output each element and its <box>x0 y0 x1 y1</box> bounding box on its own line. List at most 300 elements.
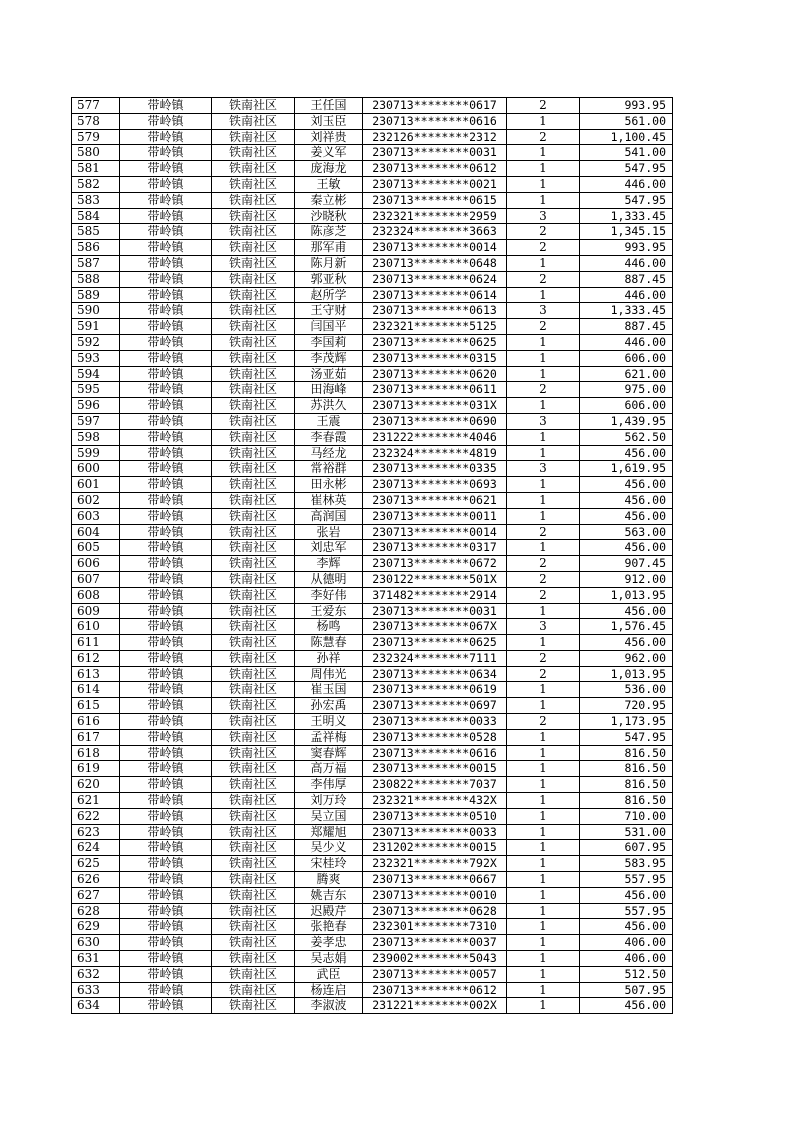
amount-cell: 456.00 <box>580 919 673 935</box>
row-number-cell: 625 <box>72 856 120 872</box>
town-cell: 带岭镇 <box>120 445 212 461</box>
id-number-cell: 230713********0648 <box>363 255 507 271</box>
community-cell: 铁南社区 <box>212 745 295 761</box>
table-row <box>72 698 673 714</box>
amount-cell: 1,013.95 <box>580 666 673 682</box>
row-number-cell: 602 <box>72 492 120 508</box>
row-number-cell: 599 <box>72 445 120 461</box>
table-row <box>72 271 673 287</box>
table-row <box>72 334 673 350</box>
community-cell: 铁南社区 <box>212 255 295 271</box>
person-name-cell: 窦春辉 <box>295 745 363 761</box>
id-number-cell: 230713********0510 <box>363 808 507 824</box>
amount-cell: 446.00 <box>580 287 673 303</box>
table-row <box>72 998 673 1014</box>
community-cell: 铁南社区 <box>212 966 295 982</box>
id-number-cell: 230713********0612 <box>363 161 507 177</box>
table-row <box>72 224 673 240</box>
amount-cell: 887.45 <box>580 271 673 287</box>
household-count-cell: 1 <box>507 350 580 366</box>
town-cell: 带岭镇 <box>120 429 212 445</box>
table-row <box>72 793 673 809</box>
table-row <box>72 982 673 998</box>
household-count-cell: 1 <box>507 872 580 888</box>
amount-cell: 1,333.45 <box>580 208 673 224</box>
table-row <box>72 966 673 982</box>
person-name-cell: 王敏 <box>295 176 363 192</box>
person-name-cell: 崔玉国 <box>295 682 363 698</box>
person-name-cell: 王爱东 <box>295 603 363 619</box>
table-row <box>72 682 673 698</box>
person-name-cell: 庞海龙 <box>295 161 363 177</box>
household-count-cell: 1 <box>507 682 580 698</box>
community-cell: 铁南社区 <box>212 872 295 888</box>
id-number-cell: 232321********5125 <box>363 319 507 335</box>
row-number-cell: 580 <box>72 145 120 161</box>
town-cell: 带岭镇 <box>120 161 212 177</box>
household-count-cell: 2 <box>507 714 580 730</box>
id-number-cell: 230713********0621 <box>363 492 507 508</box>
person-name-cell: 秦立彬 <box>295 192 363 208</box>
person-name-cell: 李淑波 <box>295 998 363 1014</box>
data-table <box>71 97 673 1014</box>
person-name-cell: 姚吉东 <box>295 887 363 903</box>
person-name-cell: 刘忠军 <box>295 540 363 556</box>
table-row <box>72 129 673 145</box>
person-name-cell: 刘玉臣 <box>295 113 363 129</box>
community-cell: 铁南社区 <box>212 729 295 745</box>
household-count-cell: 2 <box>507 319 580 335</box>
town-cell: 带岭镇 <box>120 98 212 114</box>
household-count-cell: 1 <box>507 145 580 161</box>
community-cell: 铁南社区 <box>212 982 295 998</box>
row-number-cell: 605 <box>72 540 120 556</box>
town-cell: 带岭镇 <box>120 856 212 872</box>
town-cell: 带岭镇 <box>120 824 212 840</box>
table-row <box>72 176 673 192</box>
person-name-cell: 田海峰 <box>295 382 363 398</box>
amount-cell: 1,439.95 <box>580 413 673 429</box>
household-count-cell: 1 <box>507 966 580 982</box>
row-number-cell: 626 <box>72 872 120 888</box>
row-number-cell: 618 <box>72 745 120 761</box>
town-cell: 带岭镇 <box>120 951 212 967</box>
town-cell: 带岭镇 <box>120 793 212 809</box>
community-cell: 铁南社区 <box>212 98 295 114</box>
person-name-cell: 郑耀旭 <box>295 824 363 840</box>
table-row <box>72 635 673 651</box>
id-number-cell: 232324********3663 <box>363 224 507 240</box>
person-name-cell: 王震 <box>295 413 363 429</box>
community-cell: 铁南社区 <box>212 587 295 603</box>
community-cell: 铁南社区 <box>212 808 295 824</box>
person-name-cell: 姜义军 <box>295 145 363 161</box>
household-count-cell: 2 <box>507 224 580 240</box>
table-row <box>72 951 673 967</box>
table-row <box>72 729 673 745</box>
row-number-cell: 591 <box>72 319 120 335</box>
amount-cell: 816.50 <box>580 777 673 793</box>
row-number-cell: 630 <box>72 935 120 951</box>
community-cell: 铁南社区 <box>212 856 295 872</box>
id-number-cell: 230713********067X <box>363 619 507 635</box>
community-cell: 铁南社区 <box>212 129 295 145</box>
amount-cell: 912.00 <box>580 571 673 587</box>
town-cell: 带岭镇 <box>120 287 212 303</box>
id-number-cell: 232321********792X <box>363 856 507 872</box>
table-row <box>72 556 673 572</box>
household-count-cell: 1 <box>507 192 580 208</box>
town-cell: 带岭镇 <box>120 477 212 493</box>
town-cell: 带岭镇 <box>120 176 212 192</box>
town-cell: 带岭镇 <box>120 556 212 572</box>
id-number-cell: 230713********0625 <box>363 334 507 350</box>
amount-cell: 1,576.45 <box>580 619 673 635</box>
person-name-cell: 闫国平 <box>295 319 363 335</box>
person-name-cell: 武臣 <box>295 966 363 982</box>
town-cell: 带岭镇 <box>120 840 212 856</box>
table-row <box>72 935 673 951</box>
id-number-cell: 230713********0628 <box>363 903 507 919</box>
household-count-cell: 1 <box>507 856 580 872</box>
table-row <box>72 477 673 493</box>
amount-cell: 606.00 <box>580 350 673 366</box>
row-number-cell: 585 <box>72 224 120 240</box>
community-cell: 铁南社区 <box>212 508 295 524</box>
amount-cell: 720.95 <box>580 698 673 714</box>
community-cell: 铁南社区 <box>212 698 295 714</box>
household-count-cell: 1 <box>507 492 580 508</box>
community-cell: 铁南社区 <box>212 777 295 793</box>
id-number-cell: 230713********0697 <box>363 698 507 714</box>
town-cell: 带岭镇 <box>120 413 212 429</box>
table-row <box>72 714 673 730</box>
town-cell: 带岭镇 <box>120 903 212 919</box>
table-row <box>72 145 673 161</box>
person-name-cell: 高万福 <box>295 761 363 777</box>
amount-cell: 993.95 <box>580 98 673 114</box>
community-cell: 铁南社区 <box>212 334 295 350</box>
id-number-cell: 232126********2312 <box>363 129 507 145</box>
id-number-cell: 230713********0614 <box>363 287 507 303</box>
id-number-cell: 230713********0021 <box>363 176 507 192</box>
amount-cell: 907.45 <box>580 556 673 572</box>
table-row <box>72 840 673 856</box>
amount-cell: 507.95 <box>580 982 673 998</box>
id-number-cell: 239002********5043 <box>363 951 507 967</box>
table-row <box>72 824 673 840</box>
table-row <box>72 745 673 761</box>
row-number-cell: 593 <box>72 350 120 366</box>
id-number-cell: 230713********0624 <box>363 271 507 287</box>
community-cell: 铁南社区 <box>212 161 295 177</box>
community-cell: 铁南社区 <box>212 382 295 398</box>
row-number-cell: 631 <box>72 951 120 967</box>
town-cell: 带岭镇 <box>120 398 212 414</box>
id-number-cell: 230713********0634 <box>363 666 507 682</box>
person-name-cell: 苏洪久 <box>295 398 363 414</box>
person-name-cell: 王守财 <box>295 303 363 319</box>
table-row <box>72 508 673 524</box>
town-cell: 带岭镇 <box>120 966 212 982</box>
community-cell: 铁南社区 <box>212 571 295 587</box>
table-row <box>72 208 673 224</box>
row-number-cell: 583 <box>72 192 120 208</box>
row-number-cell: 621 <box>72 793 120 809</box>
community-cell: 铁南社区 <box>212 840 295 856</box>
table-row <box>72 856 673 872</box>
person-name-cell: 赵所学 <box>295 287 363 303</box>
amount-cell: 547.95 <box>580 192 673 208</box>
row-number-cell: 620 <box>72 777 120 793</box>
household-count-cell: 1 <box>507 635 580 651</box>
town-cell: 带岭镇 <box>120 382 212 398</box>
table-row <box>72 461 673 477</box>
town-cell: 带岭镇 <box>120 998 212 1014</box>
table-row <box>72 587 673 603</box>
amount-cell: 456.00 <box>580 477 673 493</box>
id-number-cell: 230713********0037 <box>363 935 507 951</box>
person-name-cell: 郭亚秋 <box>295 271 363 287</box>
row-number-cell: 623 <box>72 824 120 840</box>
person-name-cell: 孙祥 <box>295 650 363 666</box>
amount-cell: 541.00 <box>580 145 673 161</box>
community-cell: 铁南社区 <box>212 398 295 414</box>
row-number-cell: 596 <box>72 398 120 414</box>
town-cell: 带岭镇 <box>120 729 212 745</box>
community-cell: 铁南社区 <box>212 761 295 777</box>
town-cell: 带岭镇 <box>120 777 212 793</box>
row-number-cell: 584 <box>72 208 120 224</box>
row-number-cell: 582 <box>72 176 120 192</box>
person-name-cell: 陈月新 <box>295 255 363 271</box>
row-number-cell: 578 <box>72 113 120 129</box>
table-row <box>72 429 673 445</box>
id-number-cell: 230713********0031 <box>363 603 507 619</box>
amount-cell: 456.00 <box>580 998 673 1014</box>
amount-cell: 993.95 <box>580 240 673 256</box>
community-cell: 铁南社区 <box>212 192 295 208</box>
id-number-cell: 230713********0619 <box>363 682 507 698</box>
household-count-cell: 1 <box>507 603 580 619</box>
row-number-cell: 581 <box>72 161 120 177</box>
town-cell: 带岭镇 <box>120 208 212 224</box>
id-number-cell: 230713********031X <box>363 398 507 414</box>
town-cell: 带岭镇 <box>120 603 212 619</box>
person-name-cell: 沙晓秋 <box>295 208 363 224</box>
table-row <box>72 761 673 777</box>
town-cell: 带岭镇 <box>120 192 212 208</box>
person-name-cell: 吴志娟 <box>295 951 363 967</box>
household-count-cell: 1 <box>507 761 580 777</box>
community-cell: 铁南社区 <box>212 461 295 477</box>
amount-cell: 1,173.95 <box>580 714 673 730</box>
person-name-cell: 李辉 <box>295 556 363 572</box>
town-cell: 带岭镇 <box>120 334 212 350</box>
amount-cell: 446.00 <box>580 334 673 350</box>
household-count-cell: 2 <box>507 129 580 145</box>
row-number-cell: 592 <box>72 334 120 350</box>
table-row <box>72 777 673 793</box>
household-count-cell: 1 <box>507 334 580 350</box>
household-count-cell: 1 <box>507 176 580 192</box>
row-number-cell: 579 <box>72 129 120 145</box>
household-count-cell: 3 <box>507 208 580 224</box>
row-number-cell: 628 <box>72 903 120 919</box>
community-cell: 铁南社区 <box>212 619 295 635</box>
amount-cell: 512.50 <box>580 966 673 982</box>
row-number-cell: 590 <box>72 303 120 319</box>
amount-cell: 456.00 <box>580 540 673 556</box>
town-cell: 带岭镇 <box>120 698 212 714</box>
household-count-cell: 1 <box>507 777 580 793</box>
table-row <box>72 903 673 919</box>
id-number-cell: 231202********0015 <box>363 840 507 856</box>
id-number-cell: 230713********0672 <box>363 556 507 572</box>
amount-cell: 406.00 <box>580 935 673 951</box>
community-cell: 铁南社区 <box>212 477 295 493</box>
id-number-cell: 231222********4046 <box>363 429 507 445</box>
amount-cell: 547.95 <box>580 161 673 177</box>
table-row <box>72 603 673 619</box>
table-row <box>72 319 673 335</box>
row-number-cell: 609 <box>72 603 120 619</box>
table-row <box>72 161 673 177</box>
household-count-cell: 2 <box>507 587 580 603</box>
household-count-cell: 1 <box>507 477 580 493</box>
household-count-cell: 2 <box>507 382 580 398</box>
town-cell: 带岭镇 <box>120 714 212 730</box>
community-cell: 铁南社区 <box>212 887 295 903</box>
amount-cell: 562.50 <box>580 429 673 445</box>
town-cell: 带岭镇 <box>120 619 212 635</box>
person-name-cell: 杨连启 <box>295 982 363 998</box>
person-name-cell: 从德明 <box>295 571 363 587</box>
row-number-cell: 617 <box>72 729 120 745</box>
town-cell: 带岭镇 <box>120 240 212 256</box>
town-cell: 带岭镇 <box>120 303 212 319</box>
town-cell: 带岭镇 <box>120 587 212 603</box>
person-name-cell: 孟祥梅 <box>295 729 363 745</box>
household-count-cell: 1 <box>507 824 580 840</box>
id-number-cell: 230713********0612 <box>363 982 507 998</box>
household-count-cell: 1 <box>507 935 580 951</box>
community-cell: 铁南社区 <box>212 524 295 540</box>
amount-cell: 962.00 <box>580 650 673 666</box>
town-cell: 带岭镇 <box>120 540 212 556</box>
person-name-cell: 田永彬 <box>295 477 363 493</box>
person-name-cell: 崔林英 <box>295 492 363 508</box>
town-cell: 带岭镇 <box>120 635 212 651</box>
household-count-cell: 1 <box>507 729 580 745</box>
household-count-cell: 1 <box>507 255 580 271</box>
id-number-cell: 230713********0014 <box>363 240 507 256</box>
person-name-cell: 杨鸣 <box>295 619 363 635</box>
household-count-cell: 1 <box>507 903 580 919</box>
community-cell: 铁南社区 <box>212 540 295 556</box>
table-row <box>72 571 673 587</box>
community-cell: 铁南社区 <box>212 492 295 508</box>
person-name-cell: 李茂辉 <box>295 350 363 366</box>
row-number-cell: 589 <box>72 287 120 303</box>
person-name-cell: 刘万玲 <box>295 793 363 809</box>
amount-cell: 456.00 <box>580 887 673 903</box>
row-number-cell: 601 <box>72 477 120 493</box>
id-number-cell: 230713********0613 <box>363 303 507 319</box>
community-cell: 铁南社区 <box>212 413 295 429</box>
town-cell: 带岭镇 <box>120 808 212 824</box>
row-number-cell: 604 <box>72 524 120 540</box>
town-cell: 带岭镇 <box>120 129 212 145</box>
person-name-cell: 宋桂玲 <box>295 856 363 872</box>
person-name-cell: 周伟光 <box>295 666 363 682</box>
person-name-cell: 迟殿芹 <box>295 903 363 919</box>
household-count-cell: 1 <box>507 745 580 761</box>
row-number-cell: 607 <box>72 571 120 587</box>
town-cell: 带岭镇 <box>120 508 212 524</box>
row-number-cell: 600 <box>72 461 120 477</box>
table-row <box>72 98 673 114</box>
person-name-cell: 常裕群 <box>295 461 363 477</box>
id-number-cell: 230713********0057 <box>363 966 507 982</box>
table-row <box>72 350 673 366</box>
community-cell: 铁南社区 <box>212 793 295 809</box>
table-row <box>72 650 673 666</box>
town-cell: 带岭镇 <box>120 872 212 888</box>
row-number-cell: 627 <box>72 887 120 903</box>
person-name-cell: 汤亚茹 <box>295 366 363 382</box>
row-number-cell: 624 <box>72 840 120 856</box>
community-cell: 铁南社区 <box>212 556 295 572</box>
person-name-cell: 陈彦芝 <box>295 224 363 240</box>
town-cell: 带岭镇 <box>120 255 212 271</box>
id-number-cell: 230713********0690 <box>363 413 507 429</box>
row-number-cell: 588 <box>72 271 120 287</box>
id-number-cell: 230713********0616 <box>363 745 507 761</box>
household-count-cell: 1 <box>507 445 580 461</box>
community-cell: 铁南社区 <box>212 824 295 840</box>
person-name-cell: 腾爽 <box>295 872 363 888</box>
row-number-cell: 610 <box>72 619 120 635</box>
town-cell: 带岭镇 <box>120 271 212 287</box>
community-cell: 铁南社区 <box>212 682 295 698</box>
table-row <box>72 382 673 398</box>
id-number-cell: 231221********002X <box>363 998 507 1014</box>
town-cell: 带岭镇 <box>120 650 212 666</box>
row-number-cell: 603 <box>72 508 120 524</box>
town-cell: 带岭镇 <box>120 982 212 998</box>
id-number-cell: 230713********0693 <box>363 477 507 493</box>
town-cell: 带岭镇 <box>120 366 212 382</box>
table-row <box>72 255 673 271</box>
table-row <box>72 540 673 556</box>
town-cell: 带岭镇 <box>120 492 212 508</box>
person-name-cell: 李好伟 <box>295 587 363 603</box>
town-cell: 带岭镇 <box>120 887 212 903</box>
person-name-cell: 陈慧春 <box>295 635 363 651</box>
table-row <box>72 524 673 540</box>
row-number-cell: 619 <box>72 761 120 777</box>
household-count-cell: 3 <box>507 619 580 635</box>
row-number-cell: 586 <box>72 240 120 256</box>
community-cell: 铁南社区 <box>212 366 295 382</box>
table-row <box>72 619 673 635</box>
person-name-cell: 吴立国 <box>295 808 363 824</box>
table-row <box>72 492 673 508</box>
community-cell: 铁南社区 <box>212 635 295 651</box>
town-cell: 带岭镇 <box>120 666 212 682</box>
id-number-cell: 232324********4819 <box>363 445 507 461</box>
